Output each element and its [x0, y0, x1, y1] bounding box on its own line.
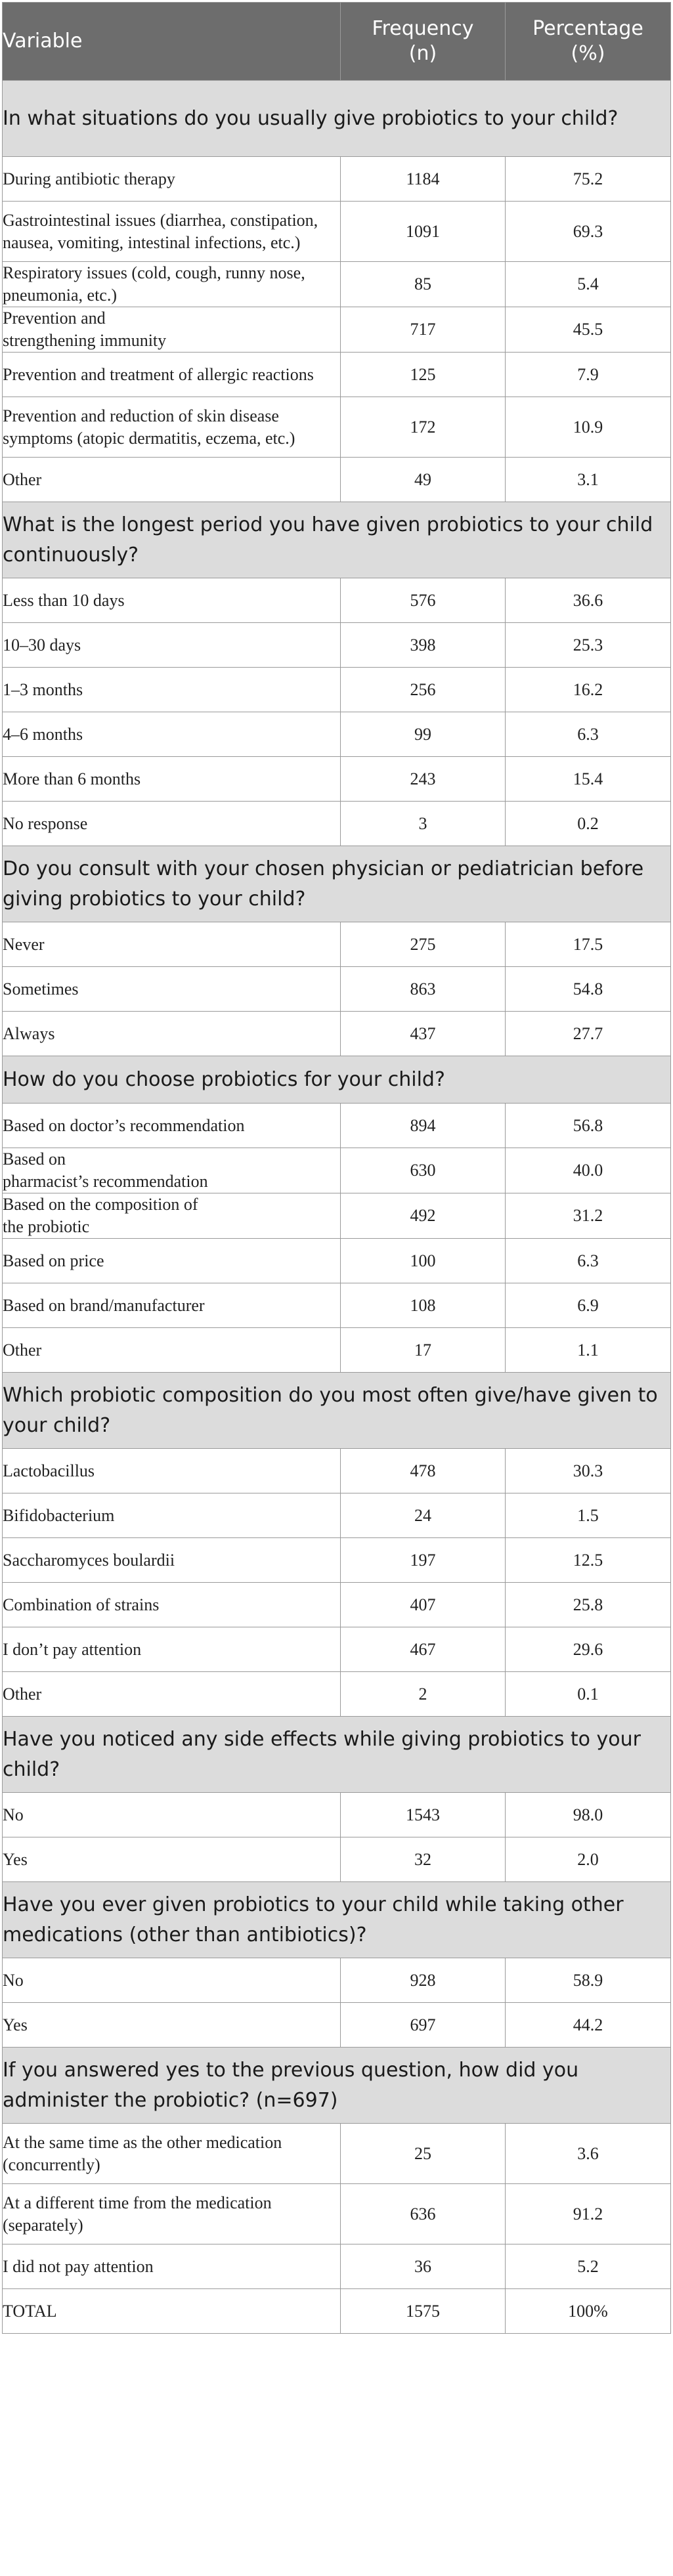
table-row: [3, 623, 671, 668]
row-percentage: 98.0: [506, 1793, 671, 1837]
row-percentage: 75.2: [506, 157, 671, 202]
row-label: 4–6 months: [3, 712, 341, 757]
table-row: [3, 1493, 671, 1538]
table-row: [3, 1672, 671, 1717]
row-percentage: 6.3: [506, 1239, 671, 1283]
row-label: Sometimes: [3, 967, 341, 1012]
row-percentage: 17.5: [506, 922, 671, 967]
row-label: Other: [3, 1672, 341, 1717]
row-percentage: 31.2: [506, 1193, 671, 1239]
row-percentage: 7.9: [506, 353, 671, 397]
row-frequency: 25: [341, 2124, 506, 2184]
row-label: 10–30 days: [3, 623, 341, 668]
table-row: [3, 922, 671, 967]
table-row: [3, 2244, 671, 2289]
row-label: No: [3, 1958, 341, 2003]
row-frequency: 85: [341, 262, 506, 307]
row-percentage: 27.7: [506, 1012, 671, 1056]
row-percentage: 1.1: [506, 1328, 671, 1373]
row-frequency: 467: [341, 1627, 506, 1672]
row-frequency: 576: [341, 578, 506, 623]
row-percentage: 6.9: [506, 1283, 671, 1328]
row-label: No: [3, 1793, 341, 1837]
table-row: [3, 757, 671, 802]
row-label: Based on pharmacist’s recommendation: [3, 1148, 341, 1193]
row-frequency: 1184: [341, 157, 506, 202]
row-frequency: 275: [341, 922, 506, 967]
row-percentage: 3.6: [506, 2124, 671, 2184]
section-question: In what situations do you usually give probiotics to your child?: [3, 81, 671, 157]
row-percentage: 10.9: [506, 397, 671, 458]
row-frequency: 398: [341, 623, 506, 668]
row-label: Yes: [3, 2003, 341, 2048]
total-frequency: 1575: [341, 2289, 506, 2334]
section-question-row: [3, 846, 671, 922]
row-label: Based on price: [3, 1239, 341, 1283]
row-label: Other: [3, 1328, 341, 1373]
row-percentage: 25.8: [506, 1583, 671, 1627]
row-frequency: 100: [341, 1239, 506, 1283]
row-frequency: 717: [341, 307, 506, 353]
row-label: Saccharomyces boulardii: [3, 1538, 341, 1583]
table-row: [3, 1239, 671, 1283]
table-row: [3, 397, 671, 458]
row-percentage: 6.3: [506, 712, 671, 757]
section-question: What is the longest period you have given probiotics to your child continuously?: [3, 502, 671, 578]
row-percentage: 29.6: [506, 1627, 671, 1672]
row-frequency: 1543: [341, 1793, 506, 1837]
row-label: At a different time from the medication (separately): [3, 2184, 341, 2244]
row-percentage: 0.1: [506, 1672, 671, 1717]
section-question-row: [3, 1056, 671, 1104]
section-question-row: [3, 1373, 671, 1449]
row-percentage: 44.2: [506, 2003, 671, 2048]
section-question: Have you ever given probiotics to your child while taking other medications (other than antibiotics)?: [3, 1882, 671, 1958]
row-frequency: 125: [341, 353, 506, 397]
row-percentage: 16.2: [506, 668, 671, 712]
header-percentage: Percentage (%): [506, 3, 671, 81]
row-frequency: 928: [341, 1958, 506, 2003]
total-percentage: 100%: [506, 2289, 671, 2334]
row-percentage: 56.8: [506, 1104, 671, 1148]
row-percentage: 2.0: [506, 1837, 671, 1882]
section-question: How do you choose probiotics for your child?: [3, 1056, 671, 1104]
row-label: Prevention and strengthening immunity: [3, 307, 341, 353]
row-frequency: 3: [341, 802, 506, 846]
section-question: Have you noticed any side effects while giving probiotics to your child?: [3, 1717, 671, 1793]
row-label: Prevention and reduction of skin disease symptoms (atopic dermatitis, eczema, etc.): [3, 397, 341, 458]
row-percentage: 69.3: [506, 202, 671, 262]
row-frequency: 630: [341, 1148, 506, 1193]
table-row: [3, 1958, 671, 2003]
row-frequency: 492: [341, 1193, 506, 1239]
total-label: TOTAL: [3, 2289, 341, 2334]
row-label: I don’t pay attention: [3, 1627, 341, 1672]
table-row: [3, 1449, 671, 1493]
section-question-row: [3, 502, 671, 578]
row-frequency: 863: [341, 967, 506, 1012]
row-percentage: 40.0: [506, 1148, 671, 1193]
row-label: Yes: [3, 1837, 341, 1882]
row-label: Based on brand/manufacturer: [3, 1283, 341, 1328]
table-row: [3, 1283, 671, 1328]
table-row: [3, 712, 671, 757]
header-frequency: Frequency (n): [341, 3, 506, 81]
row-label: Never: [3, 922, 341, 967]
table-row: [3, 802, 671, 846]
row-percentage: 15.4: [506, 757, 671, 802]
row-percentage: 30.3: [506, 1449, 671, 1493]
row-frequency: 108: [341, 1283, 506, 1328]
row-frequency: 197: [341, 1538, 506, 1583]
table-row: [3, 578, 671, 623]
row-percentage: 0.2: [506, 802, 671, 846]
row-percentage: 3.1: [506, 458, 671, 502]
row-label: Bifidobacterium: [3, 1493, 341, 1538]
row-percentage: 25.3: [506, 623, 671, 668]
row-label: Always: [3, 1012, 341, 1056]
row-frequency: 2: [341, 1672, 506, 1717]
row-percentage: 12.5: [506, 1538, 671, 1583]
row-frequency: 636: [341, 2184, 506, 2244]
table-row: [3, 1104, 671, 1148]
row-percentage: 91.2: [506, 2184, 671, 2244]
row-frequency: 36: [341, 2244, 506, 2289]
survey-results-table: [2, 2, 671, 2334]
row-label: During antibiotic therapy: [3, 157, 341, 202]
table-row: [3, 353, 671, 397]
section-question-row: [3, 2048, 671, 2124]
row-label: Other: [3, 458, 341, 502]
table-row: [3, 157, 671, 202]
row-percentage: 1.5: [506, 1493, 671, 1538]
table-row: [3, 967, 671, 1012]
table-row: [3, 1148, 671, 1193]
row-frequency: 256: [341, 668, 506, 712]
table-row: [3, 2124, 671, 2184]
row-label: Combination of strains: [3, 1583, 341, 1627]
row-percentage: 54.8: [506, 967, 671, 1012]
section-question: Which probiotic composition do you most often give/have given to your child?: [3, 1373, 671, 1449]
row-label: Based on the composition of the probiotic: [3, 1193, 341, 1239]
row-frequency: 478: [341, 1449, 506, 1493]
row-frequency: 32: [341, 1837, 506, 1882]
row-label: Prevention and treatment of allergic reactions: [3, 353, 341, 397]
row-percentage: 36.6: [506, 578, 671, 623]
row-frequency: 17: [341, 1328, 506, 1373]
section-question-row: [3, 81, 671, 157]
row-frequency: 243: [341, 757, 506, 802]
row-frequency: 172: [341, 397, 506, 458]
table-row: [3, 262, 671, 307]
table-row: [3, 307, 671, 353]
row-label: Lactobacillus: [3, 1449, 341, 1493]
row-frequency: 24: [341, 1493, 506, 1538]
row-label: 1–3 months: [3, 668, 341, 712]
table-row: [3, 1627, 671, 1672]
row-frequency: 894: [341, 1104, 506, 1148]
row-label: More than 6 months: [3, 757, 341, 802]
row-frequency: 407: [341, 1583, 506, 1627]
section-question-row: [3, 1717, 671, 1793]
row-label: Gastrointestinal issues (diarrhea, constipation, nausea, vomiting, intestinal infections, etc.): [3, 202, 341, 262]
table-row: [3, 668, 671, 712]
table-row: [3, 1793, 671, 1837]
row-label: I did not pay attention: [3, 2244, 341, 2289]
table-row: [3, 202, 671, 262]
table-row: [3, 1538, 671, 1583]
row-label: Less than 10 days: [3, 578, 341, 623]
table-row: [3, 1583, 671, 1627]
row-frequency: 49: [341, 458, 506, 502]
section-question: Do you consult with your chosen physician or pediatrician before giving probiotics to your child?: [3, 846, 671, 922]
row-percentage: 5.2: [506, 2244, 671, 2289]
table-row: [3, 1328, 671, 1373]
row-frequency: 99: [341, 712, 506, 757]
total-row: [3, 2289, 671, 2334]
table-row: [3, 2184, 671, 2244]
row-percentage: 45.5: [506, 307, 671, 353]
row-percentage: 58.9: [506, 1958, 671, 2003]
row-frequency: 437: [341, 1012, 506, 1056]
header-row: [3, 3, 671, 81]
header-variable: Variable: [3, 3, 341, 81]
table-row: [3, 458, 671, 502]
row-percentage: 5.4: [506, 262, 671, 307]
row-frequency: 697: [341, 2003, 506, 2048]
table-row: [3, 1193, 671, 1239]
row-label: No response: [3, 802, 341, 846]
table-body: [3, 81, 671, 2334]
table-row: [3, 1012, 671, 1056]
row-label: Based on doctor’s recommendation: [3, 1104, 341, 1148]
section-question: If you answered yes to the previous question, how did you administer the probiotic? (n=697): [3, 2048, 671, 2124]
row-label: Respiratory issues (cold, cough, runny nose, pneumonia, etc.): [3, 262, 341, 307]
section-question-row: [3, 1882, 671, 1958]
row-frequency: 1091: [341, 202, 506, 262]
row-label: At the same time as the other medication (concurrently): [3, 2124, 341, 2184]
table-row: [3, 1837, 671, 1882]
table-row: [3, 2003, 671, 2048]
